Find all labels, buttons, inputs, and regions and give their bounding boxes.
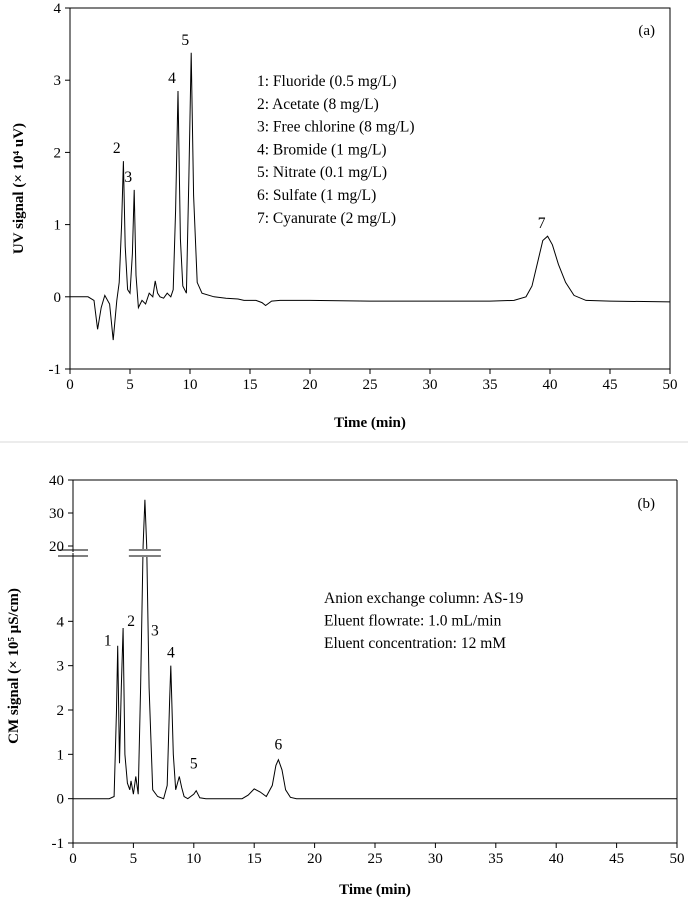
peak-label: 6: [274, 736, 283, 754]
legend-entry: Eluent flowrate: 1.0 mL/min: [324, 612, 502, 630]
x-tick-label: 10: [182, 377, 198, 393]
x-tick-label: 20: [302, 377, 318, 393]
peak-label: 3: [151, 622, 159, 640]
x-tick-label: 25: [362, 377, 378, 393]
legend-entry: 2: Acetate (8 mg/L): [257, 95, 379, 113]
x-tick-label: 25: [367, 851, 383, 867]
x-tick-label: 45: [609, 851, 625, 867]
x-tick-label: 50: [662, 377, 678, 393]
peak-label: 4: [168, 70, 176, 88]
peak-label: 7: [537, 215, 546, 233]
peak-label: 2: [112, 140, 121, 158]
y-tick-label: 30: [49, 506, 64, 522]
y-tick-label: 3: [56, 658, 64, 675]
x-tick-label: 10: [186, 851, 202, 867]
x-tick-label: 20: [307, 851, 323, 867]
legend-entry: Eluent concentration: 12 mM: [324, 635, 507, 652]
y-tick-label: 1: [56, 747, 64, 764]
y-tick-label: 0: [53, 289, 61, 306]
peak-label: 5: [181, 31, 190, 49]
legend-entry: 4: Bromide (1 mg/L): [257, 141, 387, 159]
x-tick-label: 0: [69, 851, 77, 867]
y-tick-label: -1: [51, 836, 64, 852]
y-tick-label: 40: [49, 473, 64, 489]
x-tick-label: 15: [242, 377, 258, 393]
legend-entry: 5: Nitrate (0.1 mg/L): [257, 164, 387, 182]
x-tick-label: 35: [488, 851, 504, 867]
peak-label: 4: [166, 644, 175, 662]
x-tick-label: 50: [669, 851, 685, 867]
y-tick-label: 4: [53, 1, 61, 17]
y-tick-label: 4: [56, 614, 64, 631]
x-tick-label: 5: [126, 377, 134, 393]
peak-label: 1: [103, 632, 112, 650]
x-tick-label: 35: [482, 377, 498, 393]
peak-label: 2: [127, 612, 136, 630]
y-axis-label: CM signal (× 10⁵ μS/cm): [6, 588, 22, 744]
legend-entry: Anion exchange column: AS-19: [324, 590, 524, 607]
y-tick-label: 20: [49, 539, 64, 555]
y-tick-label: 1: [53, 217, 61, 234]
y-axis-label: UV signal (× 10⁴ uV): [11, 122, 27, 255]
chart-panel-b: [6, 473, 685, 898]
x-tick-label: 40: [542, 377, 558, 393]
panel-label: (a): [638, 23, 655, 39]
x-tick-label: 30: [427, 851, 443, 867]
y-tick-label: 3: [53, 73, 61, 90]
x-axis-label: Time (min): [339, 882, 411, 898]
peak-label: 3: [124, 168, 133, 186]
y-tick-label: -1: [48, 362, 61, 378]
legend-entry: 3: Free chlorine (8 mg/L): [257, 118, 415, 136]
x-tick-label: 0: [66, 377, 74, 393]
y-tick-label: 0: [56, 791, 64, 808]
chart-panel-a: [11, 1, 678, 431]
y-tick-label: 2: [53, 145, 61, 162]
legend-entry: 6: Sulfate (1 mg/L): [257, 187, 377, 204]
legend-entry: 1: Fluoride (0.5 mg/L): [257, 73, 397, 90]
peak-label: 5: [189, 755, 198, 773]
y-tick-label: 2: [56, 703, 64, 719]
x-tick-label: 15: [246, 851, 262, 867]
legend-entry: 7: Cyanurate (2 mg/L): [257, 209, 397, 227]
x-tick-label: 30: [422, 377, 438, 393]
x-tick-label: 5: [129, 851, 138, 867]
panel-label: (b): [637, 496, 655, 512]
x-tick-label: 45: [602, 377, 618, 393]
x-tick-label: 40: [548, 851, 564, 867]
x-axis-label: Time (min): [334, 415, 406, 431]
